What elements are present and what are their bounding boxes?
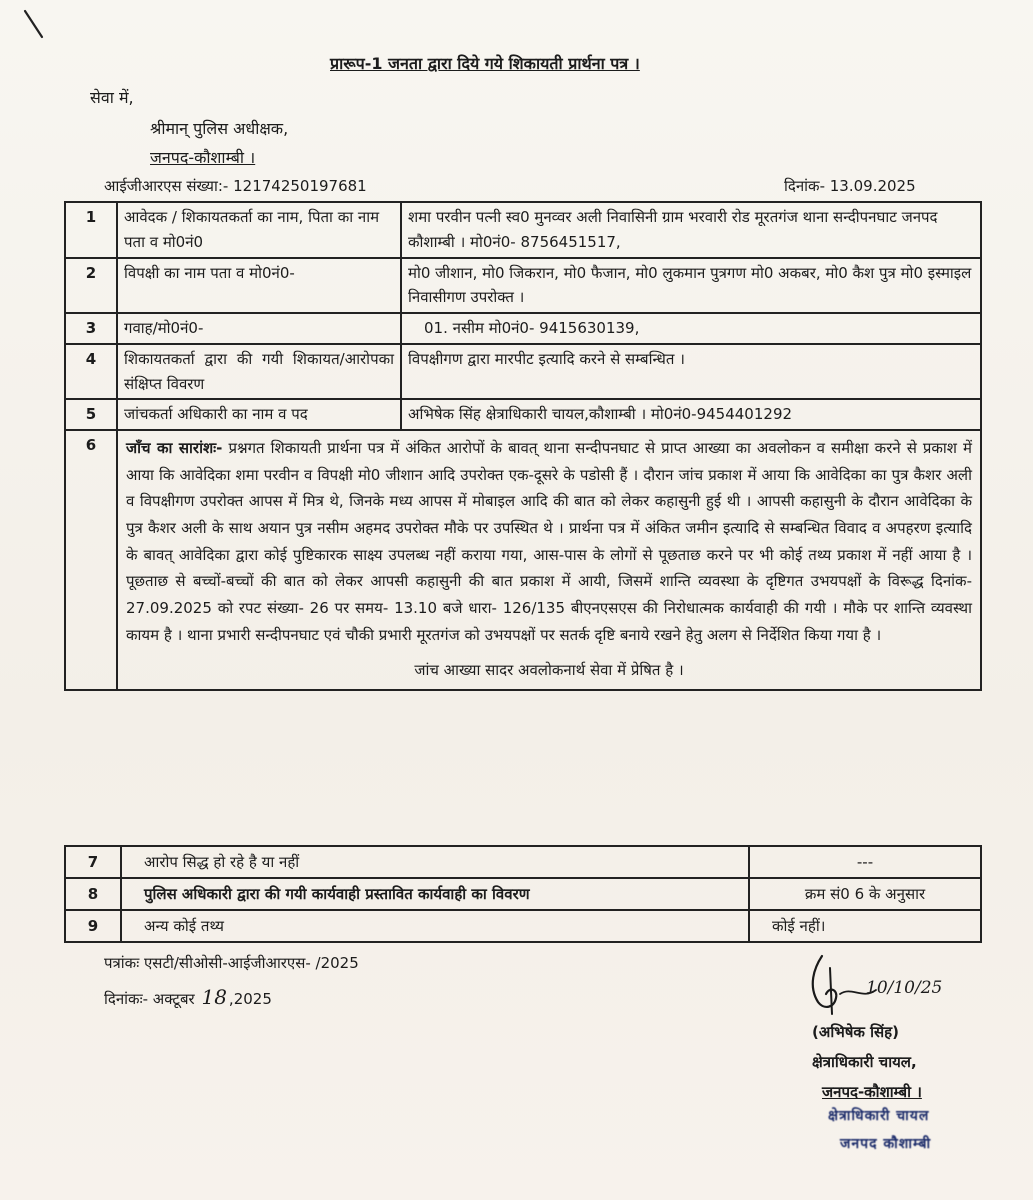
row-number: 9 <box>65 910 121 942</box>
row-value: मो0 जीशान, मो0 जिकरान, मो0 फैजान, मो0 लुकमान पुत्रगण मो0 अकबर, मो0 कैश पुत्र मो0 इस्माइल निवासीगण उपरोक्त । <box>401 258 981 314</box>
row-number: 4 <box>65 344 117 400</box>
row-label: आवेदक / शिकायतकर्ता का नाम, पिता का नाम पता व मो0नं0 <box>117 202 401 258</box>
table-row <box>65 910 981 942</box>
row-number: 6 <box>65 430 117 690</box>
row-number: 5 <box>65 399 117 430</box>
row-number: 7 <box>65 846 121 878</box>
official-stamp-line1: क्षेत्राधिकारी चायल <box>828 1108 930 1124</box>
row-label: गवाह/मो0नं0- <box>117 313 401 344</box>
row-value: शमा परवीन पत्नी स्व0 मुनव्वर अली निवासिनी ग्राम भरवारी रोड मूरतगंज थाना सन्दीपनघाट जनपद कौशाम्बी । मो0नं0- 8756451517, <box>401 202 981 258</box>
row-value: --- <box>749 846 981 878</box>
row-label: शिकायतकर्ता द्वारा की गयी शिकायत/आरोपका संक्षिप्त विवरण <box>117 344 401 400</box>
addressee-district: जनपद-कौशाम्बी । <box>150 148 256 167</box>
row-value: अभिषेक सिंह क्षेत्राधिकारी चायल,कौशाम्बी । मो0नं0-9454401292 <box>401 399 981 430</box>
table-row <box>65 258 981 314</box>
row-number: 2 <box>65 258 117 314</box>
row-value: कोई नहीं। <box>749 910 981 942</box>
pen-mark <box>22 8 46 40</box>
signatory-district: जनपद-कौशाम्बी । <box>822 1083 922 1101</box>
inquiry-conclusion: जांच आख्या सादर अवलोकनार्थ सेवा में प्रेषित है । <box>414 660 684 679</box>
handwritten-day: 18 <box>201 985 227 1009</box>
date-top: दिनांक- 13.09.2025 <box>784 177 916 195</box>
reference-date-suffix: ,2025 <box>228 990 272 1008</box>
inquiry-summary <box>117 430 981 690</box>
document-title: प्रारूप-1 जनता द्वारा दिये गये शिकायती प्रार्थना पत्र । <box>330 54 640 73</box>
igrs-number: आईजीआरएस संख्या:- 12174250197681 <box>104 177 367 195</box>
addressee: श्रीमान् पुलिस अधीक्षक, <box>150 119 289 138</box>
signature-date: 10/10/25 <box>866 978 943 998</box>
complaint-details-table <box>64 201 982 691</box>
table-row <box>65 313 981 344</box>
reference-date <box>104 985 272 1009</box>
row-number: 8 <box>65 878 121 910</box>
row-number: 3 <box>65 313 117 344</box>
inquiry-heading: जाँच का सारांशः- <box>126 439 223 457</box>
inquiry-summary-text <box>126 435 972 649</box>
row-value: विपक्षीगण द्वारा मारपीट इत्यादि करने से सम्बन्धित । <box>401 344 981 400</box>
row-label: पुलिस अधिकारी द्वारा की गयी कार्यवाही प्रस्तावित कार्यवाही का विवरण <box>121 878 749 910</box>
reference-date-prefix: दिनांकः- अक्टूबर <box>104 990 195 1008</box>
signatory-designation: क्षेत्राधिकारी चायल, <box>812 1053 917 1071</box>
row-label: जांचकर्ता अधिकारी का नाम व पद <box>117 399 401 430</box>
table-row <box>65 202 981 258</box>
table-row <box>65 344 981 400</box>
table-row <box>65 846 981 878</box>
table-row <box>65 399 981 430</box>
row-number: 1 <box>65 202 117 258</box>
official-stamp-line2: जनपद कौशाम्बी <box>840 1136 932 1152</box>
signatory-name: (अभिषेक सिंह) <box>812 1023 900 1041</box>
table-row <box>65 878 981 910</box>
row-label: आरोप सिद्ध हो रहे है या नहीं <box>121 846 749 878</box>
row-value: क्रम सं0 6 के अनुसार <box>749 878 981 910</box>
row-label: विपक्षी का नाम पता व मो0नं0- <box>117 258 401 314</box>
row-value: 01. नसीम मो0नं0- 9415630139, <box>401 313 981 344</box>
row-label: अन्य कोई तथ्य <box>121 910 749 942</box>
table-row <box>65 430 981 690</box>
inquiry-body: प्रश्नगत शिकायती प्रार्थना पत्र में अंकित आरोपों के बावत् थाना सन्दीपनघाट से प्राप्त आख्या का अवलोकन व समीक्षा करने से प्रकाश में आया कि आवेदिका शमा परवीन व विपक्षी मो0 जीशान आदि उपरोक्त एक-दूसरे के पडोसी हैं । दौरान जांच प्रकाश में आया कि आवेदिका का पुत्र कैशर अली व विपक्षीगण उपरोक्त आपस में मित्र थे, जिनके मध्य आपस में मोबाइल आदि की बात को लेकर कहासुनी हुई थी । आपसी कहासुनी के दौरान आवेदिका के पुत्र कैशर अली के साथ अयान पुत्र नसीम अहमद उपरोक्त मौके पर उपस्थित थे । प्रार्थना पत्र में अंकित जमीन इत्यादि से सम्बन्धित विवाद व अपहरण इत्यादि के बावत् आवेदिका द्वारा कोई पुष्टिकारक साक्ष्य उपलब्ध नहीं कराया गया, आस-पास के लोगों से पूछताछ करने पर भी कोई तथ्य प्रकाश में नहीं आया है । पूछताछ से बच्चों-बच्चों की बात को लेकर आपसी कहासुनी की बात प्रकाश में आयी, जिसमें शान्ति व्यवस्था के दृष्टिगत उभयपक्षों के विरूद्ध दिनांक- 27.09.2025 को रपट संख्या- 26 पर समय- 13.10 बजे धारा- 126/135 बीएनएसएस की निरोधात्मक कार्यवाही की गयी । मौके पर शान्ति व्यवस्था कायम है । थाना प्रभारी सन्दीपनघाट एवं चौकी प्रभारी मूरतगंज को उभयपक्षों पर सतर्क दृष्टि बनाये रखने हेतु अलग से निर्देशित किया गया है । <box>126 439 972 644</box>
salutation: सेवा में, <box>90 88 134 107</box>
action-table <box>64 845 982 943</box>
reference-number: पत्रांकः एसटी/सीओसी-आईजीआरएस- /2025 <box>104 954 359 972</box>
